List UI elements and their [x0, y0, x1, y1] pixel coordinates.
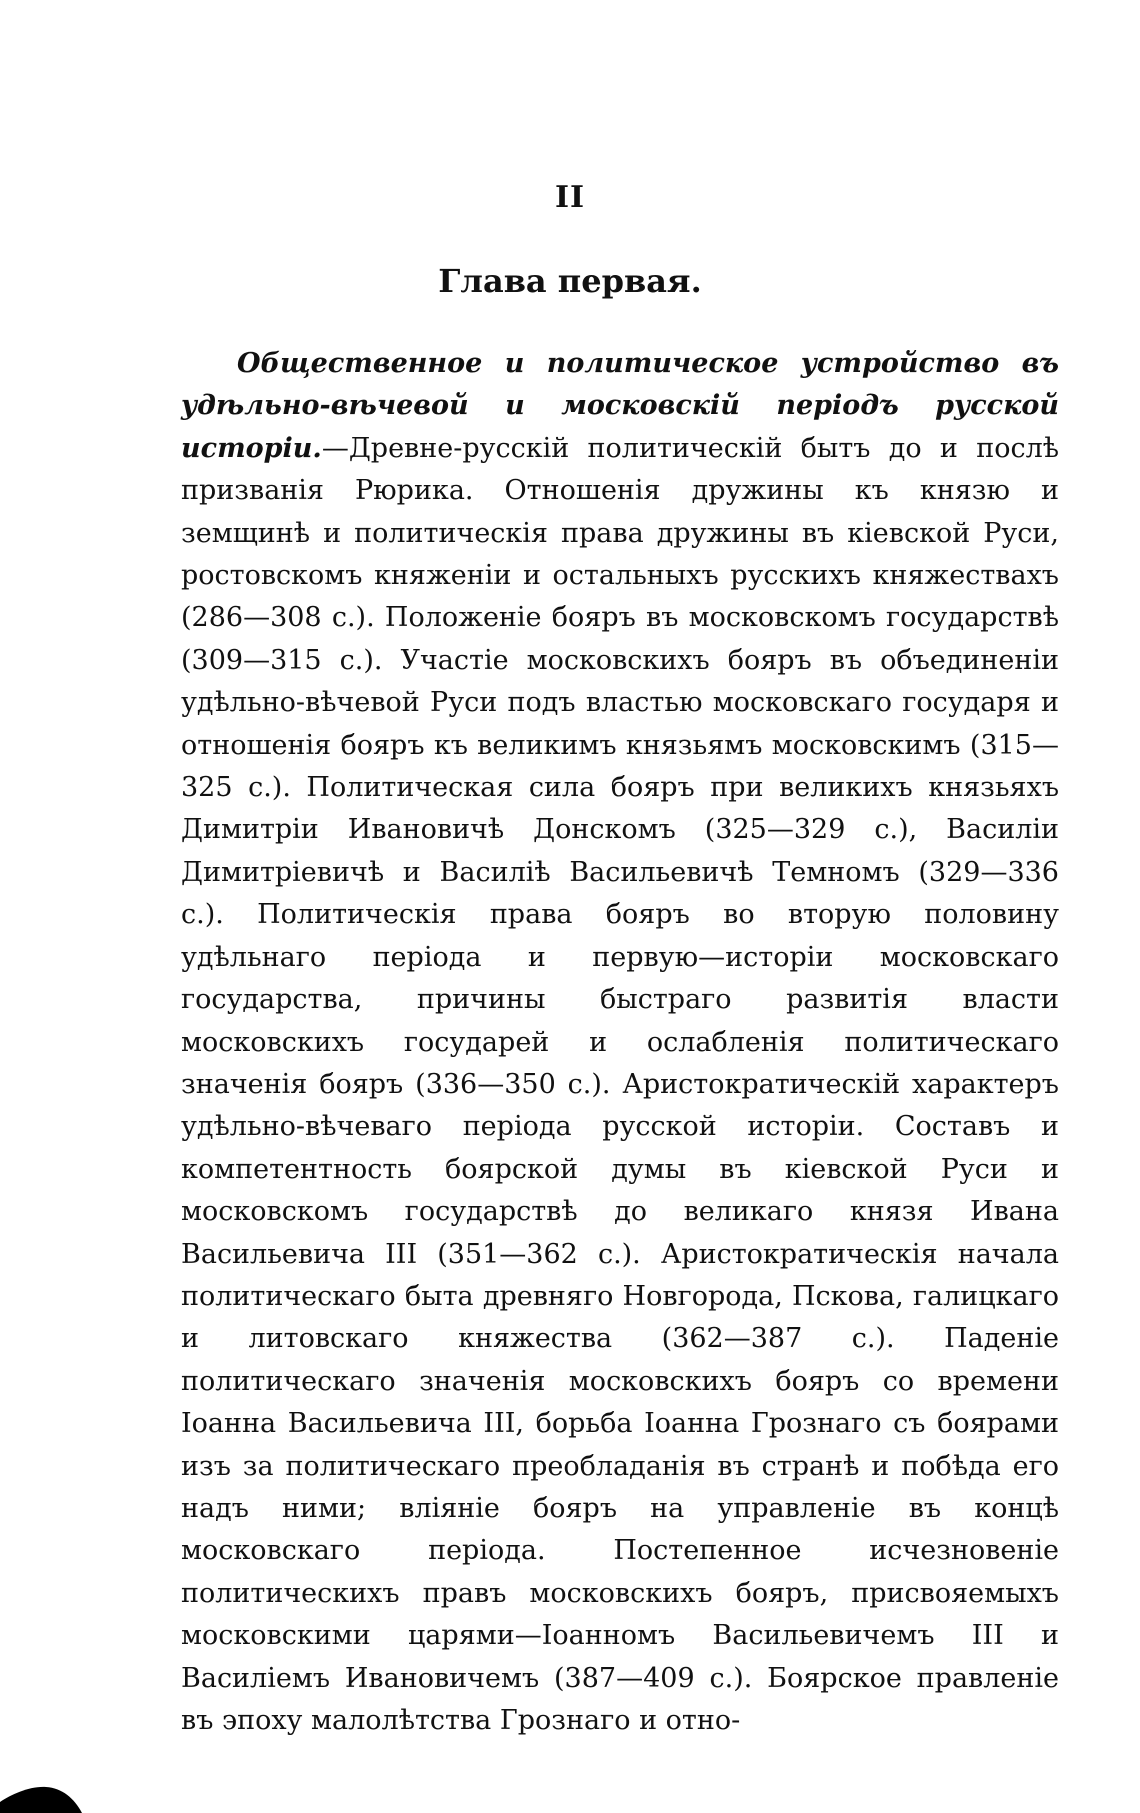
chapter-title: Глава первая.: [438, 262, 702, 300]
chapter-summary: [181, 343, 1059, 1742]
summary-lead: Общественное и политическое устройство въ удѣльно-вѣчевой и московскій періодъ русской исторіи.: [181, 348, 1059, 464]
summary-body: —Древне-русскій политическій бытъ до и послѣ призванія Рюрика. Отношенія дружины къ князю и земщинѣ и политическія права дружины въ кіевской Руси, ростовскомъ княженіи и остальныхъ русскихъ княжествахъ (286—308 с.). Положеніе бояръ въ московскомъ государствѣ (309—315 с.). Участіе московскихъ бояръ въ объединеніи удѣльно-вѣчевой Руси подъ властью московскаго государя и отношенія бояръ къ великимъ князьямъ московскимъ (315—325 с.). Политическая сила бояръ при великихъ князьяхъ Димитріи Ивановичѣ Донскомъ (325—329 с.), Василіи Димитріевичѣ и Василіѣ Васильевичѣ Темномъ (329—336 с.). Политическія права бояръ во вторую половину удѣльнаго періода и первую—исторіи московскаго государства, причины быстраго развитія власти московскихъ государей и ослабленія политическаго значенія бояръ (336—350 с.). Аристократическій характеръ удѣльно-вѣчеваго періода русской исторіи. Составъ и компетентность боярской думы въ кіевской Руси и московскомъ государствѣ до великаго князя Ивана Васильевича III (351—362 с.). Аристократическія начала политическаго быта древняго Новгорода, Пскова, галицкаго и литовскаго княжества (362—387 с.). Паденіе политическаго значенія московскихъ бояръ со времени Іоанна Васильевича III, борьба Іоанна Грознаго съ боярами изъ за политическаго преобладанія въ странѣ и побѣда его надъ ними; вліяніе бояръ на управленіе въ концѣ московскаго періода. Постепенное исчезновеніе политическихъ правъ московскихъ бояръ, присвояемыхъ московскими царями—Іоанномъ Васильевичемъ III и Василіемъ Ивановичемъ (387—409 с.). Боярское правленіе въ эпоху малолѣтства Грознаго и отно-: [181, 432, 1059, 1736]
ink-blot-mark: [0, 1782, 82, 1813]
section-number: II: [554, 180, 586, 215]
